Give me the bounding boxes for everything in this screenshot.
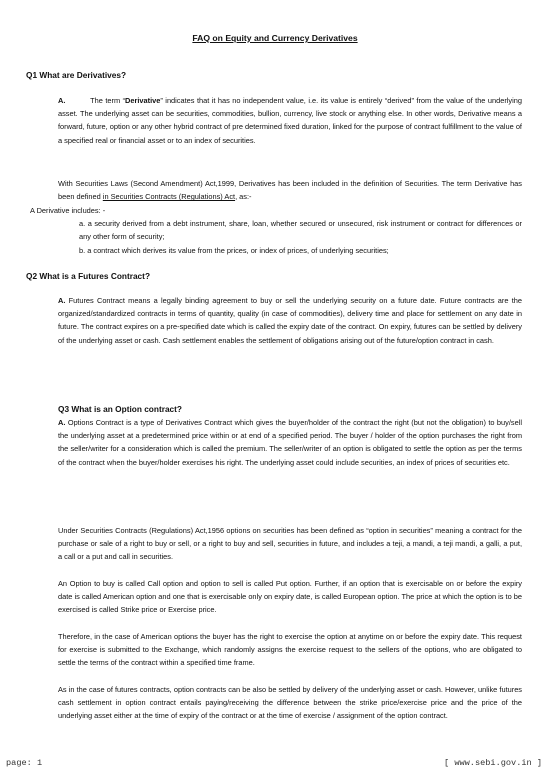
derivative-list-item-b: b. a contract which derives its value from the prices, or index of prices, of underlying securities; <box>79 246 389 255</box>
q1-heading: Q1 What are Derivatives? <box>26 70 127 80</box>
q1-p1-post: ” indicates that it has no independent value, i.e. its value is entirely “derived” from the value of the underlying asset. The underlying asset can be securities, commodities, bullion, currency, live stock or anything else. In other words, Derivative means a forward, future, option or any other hybrid contract of pre determined fixed duration, linked for the purpose of contract fulfillment to the value of a specified real or financial asset or to an index of securities. <box>58 96 522 145</box>
q1-answer-label: A. <box>58 96 66 105</box>
q3-heading: Q3 What is an Option contract? <box>58 404 182 414</box>
q1-answer-paragraph-2 <box>58 177 522 203</box>
page-number: page: 1 <box>6 758 43 768</box>
derivative-list-item-a: a. a security derived from a debt instrument, share, loan, whether secured or unsecured, risk instrument or contract for differences or any other form of security; <box>79 219 522 242</box>
q3-answer-label: A. <box>58 418 66 427</box>
site-url[interactable]: [ www.sebi.gov.in ] <box>444 758 542 768</box>
q3-answer-paragraph-4: Therefore, in the case of American options the buyer has the right to exercise the option at anytime on or before the expiry date. This request for exercise is submitted to the Exchange, which randomly assigns the exercise request to the sellers of the options, who are obligated to settle the terms of the contract within a specified time frame. <box>58 632 522 668</box>
q1-p1-pre: The term “ <box>90 96 126 105</box>
q2-answer-paragraph <box>58 294 522 347</box>
q2-answer-label: A. <box>58 296 66 305</box>
q3-answer-paragraph-2: Under Securities Contracts (Regulations) Act,1956 options on securities has been defined as “option in securities” meaning a contract for the purchase or sale of a right to buy or sell, or a right to buy and sell, securities in future, and includes a teji, a mandi, a teji mandi, a galli, a put, a call or a put and call in securities. <box>58 526 522 562</box>
q1-answer-paragraph-1 <box>58 94 522 147</box>
q3-answer-paragraph-5: As in the case of futures contracts, option contracts can be also be settled by delivery of the underlying asset or cash. However, unlike futures cash settlement in option contract entails paying/receiving the difference between the strike price/exercise price and the price of the underlying asset either at the time of expiry of the contract or at the time of exercise / assignment of the option contract. <box>58 685 522 721</box>
page-footer <box>6 758 542 768</box>
q2-answer-text: Futures Contract means a legally binding agreement to buy or sell the underlying security on a future date. Future contracts are the organized/standardized contracts in terms of quantity, quality (in case of commodities), delivery time and place for settlement on any date in future. The contract expires on a pre-specified date which is called the expiry date of the contract. On expiry, futures can be settled by delivery of the underlying asset or cash. Cash settlement enables the settlement of obligations arising out of the future/option contract in cash. <box>58 296 522 345</box>
scra-link[interactable]: in Securities Contracts (Regulations) Act <box>102 192 236 202</box>
q1-p2-pre: With Securities Laws (Second Amendment) Act,1999, Derivatives has been included in the definition of Securities. The term Derivative has been defined <box>58 179 522 202</box>
q3-answer-paragraph-3: An Option to buy is called Call option and option to sell is called Put option. Further, if an option that is exercisable on or before the expiry date is called American option and one that is exercisable only on expiry date, is called European option. The price at which the option is to be exercised is called Strike price or Exercise price. <box>58 579 522 615</box>
q2-heading: Q2 What is a Futures Contract? <box>26 271 151 281</box>
q1-p2-post: , as:- <box>235 192 252 202</box>
q1-p1-term: Derivative <box>125 96 161 105</box>
q3-p1-text: Options Contract is a type of Derivatives Contract which gives the buyer/holder of the contract the right (but not the obligation) to buy/sell the underlying asset at a predetermined price within or at end of a specified period. The buyer / holder of the option purchases the right from the seller/writer for a consideration which is called the premium. The seller/writer of an option is obligated to settle the option as per the terms of the contract when the buyer/holder exercises his right. The underlying asset could include securities, an index of prices of securities etc. <box>58 418 522 467</box>
document-title: FAQ on Equity and Currency Derivatives <box>192 33 358 43</box>
derivative-list-label: A Derivative includes: - <box>30 206 106 215</box>
q3-answer-paragraph-1 <box>58 416 522 469</box>
